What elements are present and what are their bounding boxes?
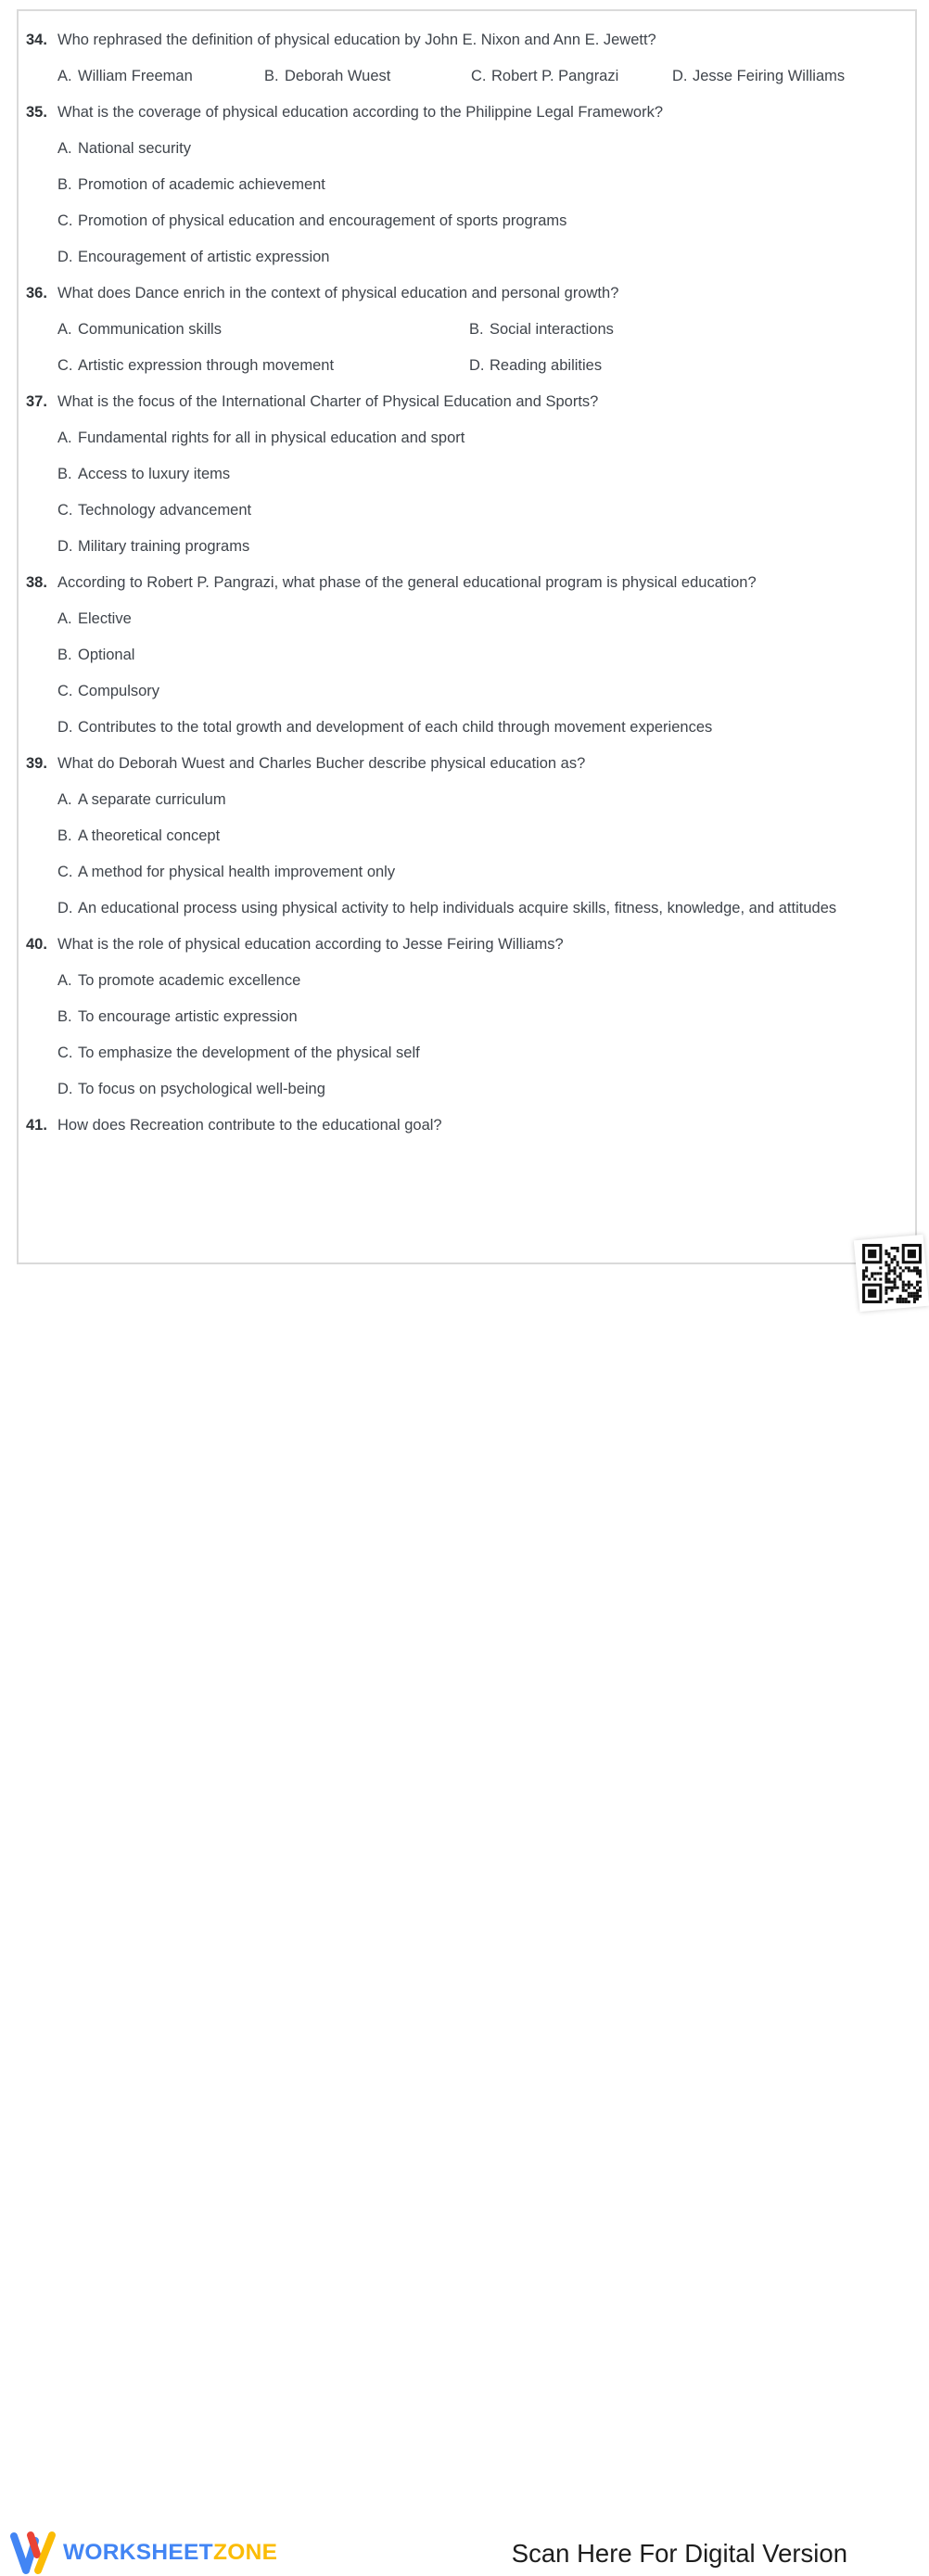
question-36 [26, 281, 878, 378]
option-37-c [57, 498, 878, 522]
options-group [57, 968, 878, 1101]
question-line [26, 281, 878, 305]
option-letter: A. [57, 68, 72, 84]
option-34-a [57, 64, 264, 88]
option-letter: C. [57, 212, 73, 229]
question-text: Who rephrased the definition of physical education by John E. Nixon and Ann E. Jewett? [57, 32, 656, 48]
question-38 [26, 570, 878, 739]
option-letter: A. [57, 791, 72, 808]
options-group [57, 607, 878, 739]
question-number: 36. [26, 285, 47, 301]
option-text: Military training programs [78, 538, 250, 555]
option-letter: D. [469, 357, 485, 374]
option-text: A theoretical concept [78, 827, 221, 844]
question-number: 34. [26, 32, 47, 48]
option-38-a [57, 607, 878, 631]
option-text: William Freeman [78, 68, 193, 84]
question-line [26, 28, 878, 52]
options-group [57, 317, 878, 378]
option-text: Promotion of physical education and encouragement of sports programs [78, 212, 567, 229]
scan-here-text: Scan Here For Digital Version [511, 2539, 847, 2568]
options-group [57, 788, 878, 920]
option-40-a [57, 968, 878, 993]
option-text: Communication skills [78, 321, 222, 338]
question-40 [26, 932, 878, 1101]
option-text: Deborah Wuest [285, 68, 391, 84]
option-letter: D. [672, 68, 688, 84]
option-letter: B. [264, 68, 279, 84]
question-34 [26, 28, 878, 88]
question-line [26, 570, 878, 595]
option-37-b [57, 462, 878, 486]
option-text: Technology advancement [78, 502, 252, 519]
option-letter: A. [57, 429, 72, 446]
question-number: 39. [26, 755, 47, 772]
qr-code-icon [862, 1244, 922, 1303]
option-letter: A. [57, 321, 72, 338]
option-39-b [57, 824, 878, 848]
options-group [57, 426, 878, 558]
option-letter: C. [57, 864, 73, 880]
option-36-a [57, 317, 469, 341]
option-letter: D. [57, 719, 73, 736]
option-text: To focus on psychological well-being [78, 1081, 325, 1097]
option-37-a [57, 426, 878, 450]
question-35 [26, 100, 878, 269]
question-text: What does Dance enrich in the context of physical education and personal growth? [57, 285, 619, 301]
question-text: How does Recreation contribute to the educational goal? [57, 1117, 442, 1134]
option-text: Fundamental rights for all in physical education and sport [78, 429, 465, 446]
question-text: What do Deborah Wuest and Charles Bucher describe physical education as? [57, 755, 586, 772]
option-34-c [471, 64, 672, 88]
option-letter: B. [57, 176, 72, 193]
question-number: 35. [26, 104, 47, 121]
option-letter: C. [471, 68, 487, 84]
question-39 [26, 751, 878, 920]
question-line [26, 751, 878, 775]
option-text: Encouragement of artistic expression [78, 249, 330, 265]
option-40-d [57, 1077, 878, 1101]
option-35-b [57, 173, 878, 197]
option-text: To encourage artistic expression [78, 1008, 298, 1025]
question-text: What is the focus of the International Charter of Physical Education and Sports? [57, 393, 599, 410]
option-letter: A. [57, 140, 72, 157]
option-text: Robert P. Pangrazi [491, 68, 619, 84]
question-number: 40. [26, 936, 47, 953]
option-letter: B. [57, 466, 72, 482]
footer [0, 1264, 927, 2568]
question-text: What is the role of physical education according to Jesse Feiring Williams? [57, 936, 564, 953]
question-line [26, 390, 878, 414]
option-letter: C. [57, 1044, 73, 1061]
question-line [26, 932, 878, 956]
option-text: Jesse Feiring Williams [693, 68, 846, 84]
option-36-d [469, 353, 878, 378]
option-38-b [57, 643, 878, 667]
option-35-c [57, 209, 878, 233]
option-35-d [57, 245, 878, 269]
option-letter: D. [57, 900, 73, 916]
option-text: Promotion of academic achievement [78, 176, 325, 193]
option-39-a [57, 788, 878, 812]
option-letter: A. [57, 972, 72, 989]
option-text: A method for physical health improvement only [78, 864, 396, 880]
question-line [26, 1113, 878, 1137]
option-38-c [57, 679, 878, 703]
question-number: 41. [26, 1117, 47, 1134]
option-38-d [57, 715, 878, 739]
option-text: Artistic expression through movement [78, 357, 335, 374]
brand-zone: ZONE [212, 2540, 278, 2565]
option-text: National security [78, 140, 191, 157]
option-letter: B. [57, 827, 72, 844]
question-number: 37. [26, 393, 47, 410]
option-letter: B. [57, 647, 72, 663]
options-group [57, 64, 878, 88]
option-letter: D. [57, 249, 73, 265]
qr-card [854, 1235, 929, 1312]
option-40-b [57, 1005, 878, 1029]
option-text: Optional [78, 647, 135, 663]
brand-worksheet: WORKSHEET [63, 2540, 213, 2565]
question-37 [26, 390, 878, 558]
brand-name [63, 2540, 277, 2566]
option-34-b [264, 64, 471, 88]
option-text: Reading abilities [490, 357, 603, 374]
worksheetzone-logo [9, 2530, 277, 2576]
option-35-a [57, 136, 878, 160]
options-group [57, 136, 878, 269]
option-text: Compulsory [78, 683, 160, 699]
question-list [26, 28, 878, 1137]
option-letter: D. [57, 1081, 73, 1097]
question-number: 38. [26, 574, 47, 591]
option-36-c [57, 353, 469, 378]
option-text: An educational process using physical activity to help individuals acquire skills, fitness, knowledge, and attitudes [78, 900, 837, 916]
option-40-c [57, 1041, 878, 1065]
option-letter: C. [57, 683, 73, 699]
logo-w-icon [9, 2530, 56, 2576]
option-text: To emphasize the development of the physical self [78, 1044, 420, 1061]
option-letter: B. [469, 321, 484, 338]
option-letter: D. [57, 538, 73, 555]
question-line [26, 100, 878, 124]
question-41 [26, 1113, 878, 1137]
question-text: According to Robert P. Pangrazi, what phase of the general educational program is physical education? [57, 574, 757, 591]
option-39-c [57, 860, 878, 884]
option-34-d [672, 64, 878, 88]
option-letter: A. [57, 610, 72, 627]
option-text: Access to luxury items [78, 466, 231, 482]
option-text: Social interactions [490, 321, 614, 338]
option-36-b [469, 317, 878, 341]
option-text: A separate curriculum [78, 791, 226, 808]
option-letter: C. [57, 502, 73, 519]
question-text: What is the coverage of physical education according to the Philippine Legal Framework? [57, 104, 664, 121]
worksheet-sheet [17, 9, 917, 1264]
option-39-d [57, 896, 878, 920]
option-text: Contributes to the total growth and development of each child through movement experiences [78, 719, 713, 736]
option-text: To promote academic excellence [78, 972, 301, 989]
option-text: Elective [78, 610, 132, 627]
option-letter: B. [57, 1008, 72, 1025]
option-letter: C. [57, 357, 73, 374]
option-37-d [57, 534, 878, 558]
